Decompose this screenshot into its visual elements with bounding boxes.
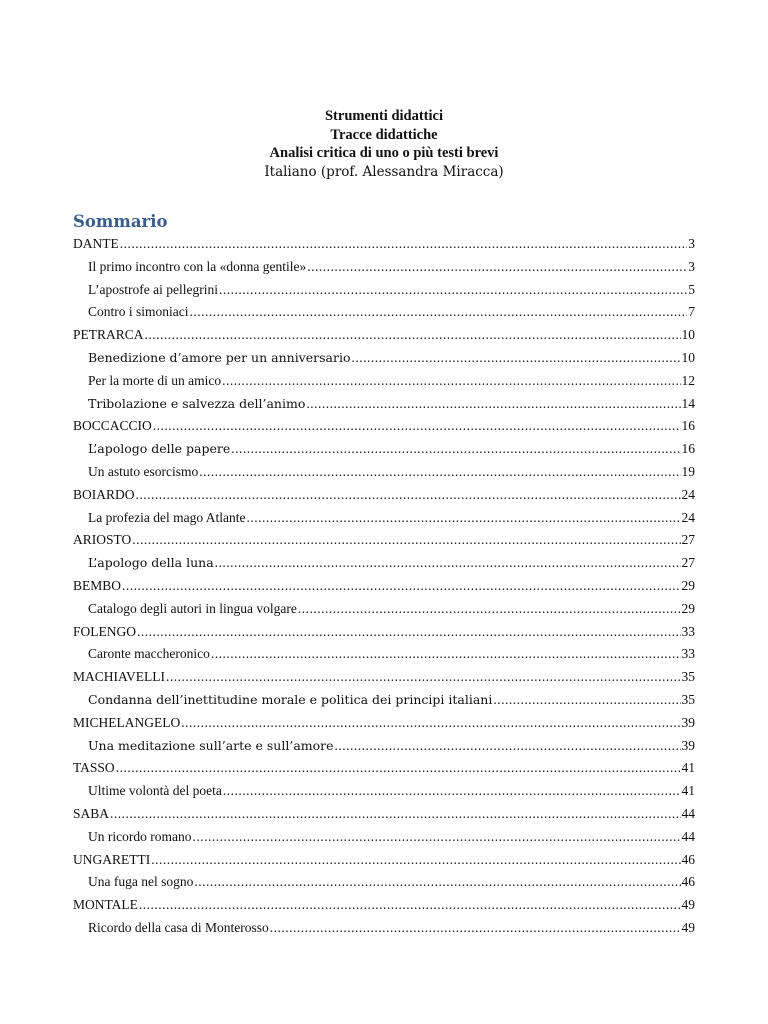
toc-entry-label: UNGARETTI [73, 851, 151, 867]
toc-dot-leader [246, 507, 680, 530]
toc-text-entry[interactable] [73, 393, 695, 416]
toc-entry-label: Il primo incontro con la «donna gentile» [88, 258, 307, 274]
toc-author-entry[interactable] [73, 757, 695, 780]
toc-entry-label: Una meditazione sull’arte e sull’amore [88, 737, 334, 753]
toc-author-entry[interactable] [73, 803, 695, 826]
header-title-3: Analisi critica di uno o più testi brevi [269, 145, 499, 161]
toc-page-number: 27 [681, 532, 695, 548]
toc-entry-label: Una fuga nel sogno [88, 874, 194, 890]
toc-page-number: 41 [681, 783, 695, 799]
toc-text-entry[interactable] [73, 301, 695, 324]
toc-entry-label: Contro i simoniaci [88, 304, 189, 320]
toc-page-number: 39 [681, 714, 695, 730]
toc-dot-leader [307, 256, 687, 279]
toc-dot-leader [199, 461, 680, 484]
toc-entry-label: Condanna dell’inettitudine morale e politica dei principi italiani [88, 691, 493, 707]
toc-entry-label: L’apologo delle papere [88, 441, 231, 457]
toc-author-entry[interactable] [73, 484, 695, 507]
toc-author-entry[interactable] [73, 712, 695, 735]
toc-entry-label: Ricordo della casa di Monterosso [88, 919, 269, 935]
toc-author-entry[interactable] [73, 324, 695, 347]
toc-entry-label: Benedizione d’amore per un anniversario [88, 349, 351, 365]
toc-page-number: 7 [688, 304, 695, 320]
toc-dot-leader [219, 279, 687, 302]
toc-author-entry[interactable] [73, 621, 695, 644]
toc-text-entry[interactable] [73, 279, 695, 302]
toc-page-number: 46 [681, 874, 695, 890]
toc-entry-label: L’apologo della luna [88, 555, 214, 571]
toc-dot-leader [493, 689, 680, 712]
toc-dot-leader [190, 301, 688, 324]
toc-dot-leader [145, 324, 681, 347]
toc-dot-leader [211, 643, 681, 666]
toc-entry-label: L’apostrofe ai pellegrini [88, 281, 218, 297]
toc-entry-label: BOCCACCIO [73, 418, 152, 434]
toc-page-number: 16 [681, 418, 695, 434]
toc-dot-leader [215, 552, 681, 575]
toc-dot-leader [223, 780, 681, 803]
toc-dot-leader [192, 826, 680, 849]
toc-dot-leader [137, 621, 681, 644]
toc-entry-label: BEMBO [73, 577, 122, 593]
toc-entry-label: Catalogo degli autori in lingua volgare [88, 600, 297, 616]
toc-entry-label: SABA [73, 805, 110, 821]
toc-dot-leader [110, 803, 680, 826]
toc-page-number: 33 [681, 623, 695, 639]
toc-author-entry[interactable] [73, 849, 695, 872]
toc-page-number: 10 [681, 327, 695, 343]
toc-page-number: 27 [681, 555, 695, 571]
toc-text-entry[interactable] [73, 347, 695, 370]
toc-entry-label: MICHELANGELO [73, 714, 181, 730]
toc-dot-leader [151, 849, 680, 872]
toc-entry-label: FOLENGO [73, 623, 136, 639]
toc-text-entry[interactable] [73, 507, 695, 530]
toc-text-entry[interactable] [73, 370, 695, 393]
toc-entry-label: DANTE [73, 236, 119, 251]
header-title-2: Tracce didattiche [330, 126, 438, 143]
toc-text-entry[interactable] [73, 735, 695, 758]
toc-entry-label: Un astuto esorcismo [88, 463, 199, 479]
toc-page-number: 41 [681, 760, 695, 776]
toc-page-number: 33 [681, 646, 695, 662]
toc-text-entry[interactable] [73, 438, 695, 461]
toc-page-number: 19 [681, 463, 695, 479]
toc-dot-leader [116, 757, 681, 780]
toc-entry-label: La profezia del mago Atlante [88, 509, 246, 525]
toc-author-entry[interactable] [73, 529, 695, 552]
toc-page-number: 3 [688, 258, 695, 274]
toc-page-number: 10 [681, 349, 695, 365]
toc-dot-leader [181, 712, 680, 735]
toc-entry-label: Un ricordo romano [88, 828, 192, 844]
toc-page-number: 29 [681, 577, 695, 593]
toc-dot-leader [136, 484, 681, 507]
toc-page-number: 3 [688, 236, 695, 251]
toc-text-entry[interactable] [73, 643, 695, 666]
toc-author-entry[interactable] [73, 575, 695, 598]
toc-dot-leader [231, 438, 680, 461]
table-of-contents [73, 233, 695, 940]
toc-text-entry[interactable] [73, 598, 695, 621]
toc-dot-leader [153, 415, 681, 438]
toc-page-number: 14 [681, 395, 695, 411]
toc-dot-leader [194, 871, 680, 894]
toc-author-entry[interactable] [73, 666, 695, 689]
toc-entry-label: MACHIAVELLI [73, 669, 165, 685]
toc-page-number: 16 [681, 441, 695, 457]
toc-entry-label: ARIOSTO [73, 532, 132, 548]
toc-dot-leader [352, 347, 681, 370]
toc-page-number: 5 [688, 281, 695, 297]
toc-dot-leader [222, 370, 680, 393]
toc-page-number: 46 [681, 851, 695, 867]
toc-page-number: 44 [681, 828, 695, 844]
toc-dot-leader [298, 598, 681, 621]
toc-entry-label: Tribolazione e salvezza dell’animo [88, 395, 306, 411]
toc-text-entry[interactable] [73, 461, 695, 484]
toc-page-number: 49 [681, 897, 695, 913]
toc-page-number: 35 [681, 669, 695, 685]
toc-dot-leader [132, 529, 680, 552]
toc-text-entry[interactable] [73, 871, 695, 894]
header-title-1: Strumenti didattici [324, 108, 443, 124]
toc-entry-label: Ultime volontà del poeta [88, 783, 222, 799]
toc-entry-label: PETRARCA [73, 327, 144, 343]
header-subtitle: Italiano (prof. Alessandra Miracca) [264, 163, 504, 180]
toc-page-number: 49 [681, 919, 695, 935]
toc-entry-label: BOIARDO [73, 486, 135, 502]
toc-text-entry[interactable] [73, 780, 695, 803]
toc-dot-leader [120, 233, 688, 256]
toc-page-number: 39 [681, 737, 695, 753]
toc-page-number: 44 [681, 805, 695, 821]
toc-entry-label: Per la morte di un amico [88, 372, 222, 388]
toc-page-number: 29 [681, 600, 695, 616]
toc-dot-leader [139, 894, 681, 917]
toc-text-entry[interactable] [73, 826, 695, 849]
toc-author-entry[interactable] [73, 233, 695, 256]
toc-page-number: 35 [681, 691, 695, 707]
toc-page-number: 12 [681, 372, 695, 388]
toc-text-entry[interactable] [73, 256, 695, 279]
toc-text-entry[interactable] [73, 552, 695, 575]
toc-author-entry[interactable] [73, 415, 695, 438]
toc-dot-leader [122, 575, 680, 598]
toc-entry-label: MONTALE [73, 897, 138, 913]
document-header [0, 107, 768, 181]
toc-author-entry[interactable] [73, 894, 695, 917]
toc-page-number: 24 [681, 486, 695, 502]
toc-dot-leader [335, 735, 681, 758]
toc-text-entry[interactable] [73, 689, 695, 712]
toc-entry-label: TASSO [73, 760, 115, 776]
toc-page-number: 24 [681, 509, 695, 525]
toc-entry-label: Caronte maccheronico [88, 646, 210, 662]
toc-dot-leader [166, 666, 681, 689]
toc-text-entry[interactable] [73, 917, 695, 940]
toc-dot-leader [306, 393, 680, 416]
toc-title: Sommario [73, 212, 168, 231]
toc-dot-leader [270, 917, 681, 940]
